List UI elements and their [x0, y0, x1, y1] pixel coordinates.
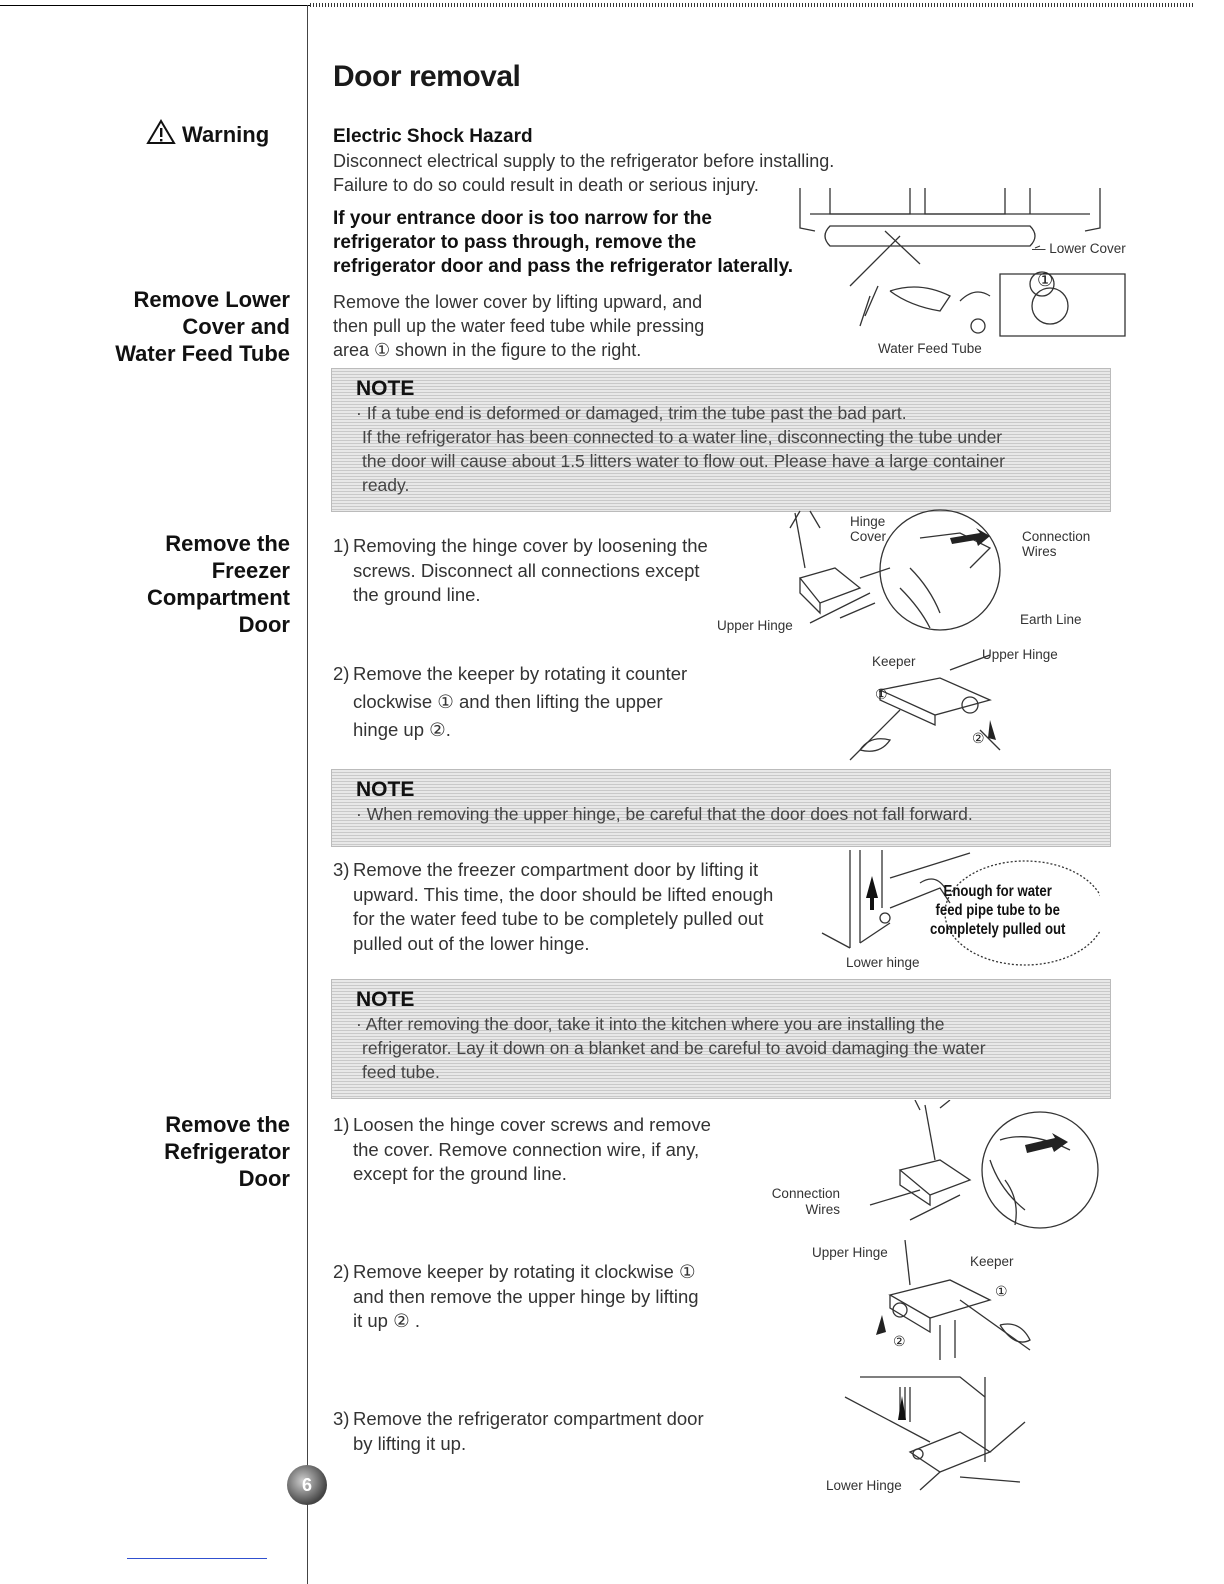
label-circle-2: ②: [972, 730, 985, 746]
header-dotted-rule: [310, 3, 1194, 7]
step-line: the ground line.: [353, 584, 481, 605]
step-line: Remove the keeper by rotating it counter: [353, 663, 688, 684]
label-hinge-cover: [850, 514, 886, 544]
hazard-title: Electric Shock Hazard: [333, 126, 533, 147]
step-number: 3): [333, 859, 350, 880]
freezer-step-3: [333, 858, 773, 956]
warning-heading-text: Warning: [182, 122, 270, 147]
step-line: Loosen the hinge cover screws and remove: [353, 1114, 711, 1135]
label-line: Connection: [1022, 529, 1091, 544]
label-upper-hinge-3: Upper Hinge: [812, 1245, 888, 1260]
narrow-door-line: refrigerator door and pass the refrigerator laterally.: [333, 256, 794, 277]
label-line: Wires: [805, 1202, 840, 1217]
note-box-door: [331, 979, 1111, 1099]
note-heading: NOTE: [356, 778, 415, 801]
note-line: refrigerator. Lay it down on a blanket and be careful to avoid damaging the water: [362, 1038, 986, 1058]
label-line: Cover: [850, 529, 887, 544]
label-earth-line: Earth Line: [1020, 612, 1082, 627]
note-box-tube: [331, 368, 1111, 512]
step-number: 2): [333, 663, 350, 684]
text-line: area ① shown in the figure to the right.: [333, 340, 642, 360]
label-line: completely pulled out: [930, 921, 1066, 938]
step-line: upward. This time, the door should be lifted enough: [353, 883, 774, 905]
note-heading: NOTE: [356, 377, 415, 400]
step-line: except for the ground line.: [353, 1163, 567, 1184]
page-title: Door removal: [333, 60, 521, 93]
section-heading-freezer: [147, 530, 290, 638]
note-line: feed tube.: [362, 1062, 440, 1082]
step-line: Remove the refrigerator compartment door: [353, 1408, 704, 1429]
text-line: Remove the lower cover by lifting upward, and: [333, 292, 703, 312]
warning-line: Failure to do so could result in death or serious injury.: [333, 175, 759, 195]
heading-line: Water Feed Tube: [115, 341, 290, 366]
step-number: 3): [333, 1408, 350, 1429]
label-line: Hinge: [850, 514, 886, 529]
label-water-feed-tube: Water Feed Tube: [878, 341, 982, 356]
label-connection-wires: [1022, 529, 1090, 559]
note-line: ready.: [362, 475, 410, 495]
warning-text: [333, 149, 834, 197]
page-number: 6: [301, 1475, 312, 1495]
heading-line: Compartment: [146, 585, 290, 610]
label-circle-2b: ②: [893, 1333, 906, 1349]
narrow-door-line: If your entrance door is too narrow for the: [333, 208, 712, 229]
lower-cover-text: [333, 290, 704, 362]
fridge-step-2: [333, 1260, 699, 1334]
header-rule: [0, 5, 310, 6]
step-line: Removing the hinge cover by loosening the: [353, 535, 708, 556]
step-line: hinge up ②.: [353, 719, 451, 740]
heading-line: Cover and: [182, 314, 290, 339]
label-keeper: Keeper: [872, 654, 916, 669]
step-line: clockwise ① and then lifting the upper: [353, 691, 663, 712]
label-circle-1c: ①: [995, 1283, 1008, 1299]
step-number: 2): [333, 1261, 350, 1282]
warning-heading: [146, 119, 269, 151]
heading-line: Remove Lower: [133, 287, 290, 312]
label-lower-cover: — Lower Cover: [1032, 241, 1126, 256]
warning-icon: [146, 119, 176, 151]
narrow-door-note: [333, 207, 793, 279]
step-line: screws. Disconnect all connections except: [353, 559, 700, 581]
fridge-step-1: [333, 1113, 711, 1187]
heading-line: Remove the: [165, 1112, 290, 1137]
margin-rule: [307, 5, 308, 1584]
step-line: Remove keeper by rotating it clockwise ①: [353, 1261, 696, 1282]
fridge-step-3: [333, 1407, 704, 1456]
hinge-cover-figure: [780, 508, 1020, 638]
heading-line: Door: [238, 1166, 290, 1191]
heading-line: Freezer: [211, 558, 290, 583]
label-circle-1: ①: [1037, 270, 1054, 290]
step-line: pulled out of the lower hinge.: [353, 932, 590, 954]
note-box-hinge: [331, 769, 1111, 847]
label-lower-hinge: Lower hinge: [846, 955, 920, 970]
heading-line: Remove the: [165, 531, 290, 556]
step-line: for the water feed tube to be completely pulled out: [353, 908, 764, 929]
note-line: If the refrigerator has been connected to a water line, disconnecting the tube under: [362, 427, 1003, 447]
lower-cover-figure: [790, 186, 1135, 356]
warning-line: Disconnect electrical supply to the refrigerator before installing.: [333, 151, 835, 171]
label-line: Connection: [771, 1186, 840, 1201]
note-line: · If a tube end is deformed or damaged, trim the tube past the bad part.: [356, 403, 907, 423]
step-number: 1): [333, 535, 350, 556]
note-text: [332, 1012, 1110, 1084]
label-text: Lower Cover: [1049, 241, 1126, 256]
step-line: it up ② .: [353, 1310, 420, 1331]
freezer-step-1: [333, 534, 708, 608]
label-circle-1b: ①: [875, 686, 888, 702]
step-line: Remove the freezer compartment door by lifting it: [353, 859, 759, 880]
label-line: Enough for water: [943, 883, 1052, 900]
label-lower-hinge-2: Lower Hinge: [826, 1478, 902, 1493]
note-line: the door will cause about 1.5 litters water to flow out. Please have a large container: [362, 451, 1006, 471]
footer-link-rule: [127, 1558, 267, 1559]
section-heading-fridge: [164, 1111, 290, 1192]
text-line: then pull up the water feed tube while pressing: [333, 316, 705, 336]
label-line: feed pipe tube to be: [935, 902, 1060, 919]
note-heading: NOTE: [356, 988, 415, 1011]
label-upper-hinge-2: Upper Hinge: [982, 647, 1058, 662]
step-line: the cover. Remove connection wire, if any,: [353, 1138, 700, 1160]
label-enough-water: [930, 882, 1065, 939]
note-text: [332, 802, 1110, 826]
label-connection-wires-2: [766, 1186, 840, 1218]
freezer-step-2: [333, 660, 687, 744]
keeper-figure: [840, 650, 1020, 765]
step-number: 1): [333, 1114, 350, 1135]
label-upper-hinge: Upper Hinge: [717, 618, 793, 633]
heading-line: Door: [238, 612, 290, 637]
note-text: [332, 401, 1110, 497]
note-line: · After removing the door, take it into the kitchen where you are installing the: [356, 1014, 945, 1034]
heading-line: Refrigerator: [164, 1139, 290, 1164]
step-line: and then remove the upper hinge by lifting: [353, 1285, 699, 1307]
note-line: · When removing the upper hinge, be careful that the door does not fall forward.: [356, 804, 973, 824]
label-line: Wires: [1022, 544, 1057, 559]
narrow-door-line: refrigerator to pass through, remove the: [333, 232, 697, 253]
fridge-hinge-cover-figure: [840, 1100, 1100, 1240]
label-keeper-2: Keeper: [970, 1254, 1014, 1269]
section-heading-lower-cover: [115, 286, 290, 367]
step-line: by lifting it up.: [353, 1432, 467, 1454]
page-number-badge: [287, 1465, 327, 1505]
